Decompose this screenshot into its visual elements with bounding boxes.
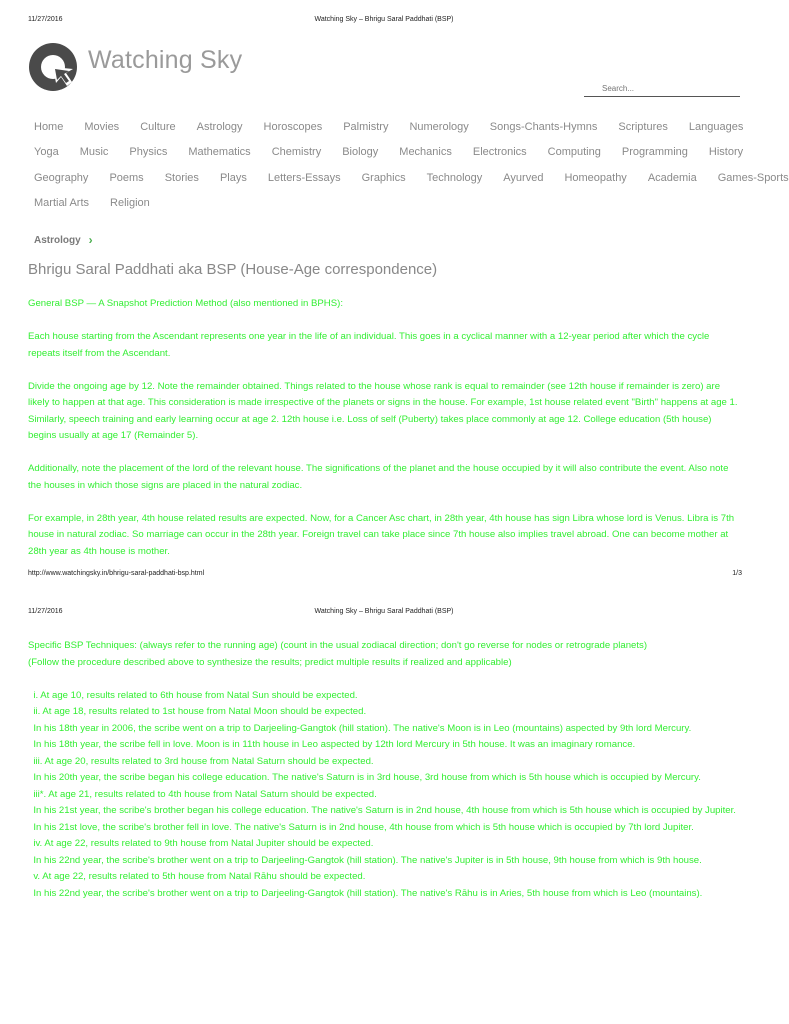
site-title[interactable]: Watching Sky — [88, 46, 243, 74]
nav-item-letters-essays[interactable]: Letters-Essays — [267, 171, 341, 184]
nav-item-physics[interactable]: Physics — [129, 146, 168, 159]
nav-item-technology[interactable]: Technology — [426, 171, 483, 184]
nav-item-chemistry[interactable]: Chemistry — [271, 146, 322, 159]
post-title: Bhrigu Saral Paddhati aka BSP (House-Age correspondence) — [28, 261, 438, 278]
nav-item-mechanics[interactable]: Mechanics — [399, 146, 452, 159]
nav-item-programming[interactable]: Programming — [621, 146, 688, 159]
nav-item-astrology[interactable]: Astrology — [196, 120, 243, 133]
content-paragraph: Additionally, note the placement of the lord of the relevant house. The significations of the planet and the house occupied by it will also contribute the event. Also note the houses in which those signs are placed in the natural zodiac. — [28, 463, 729, 491]
content-paragraph: In his 22nd year, the scribe's brother went on a trip to Darjeeling-Gangtok (hill station). The native's Rāhu is in Aries, 5th house from which is Leo (mountains). — [28, 887, 703, 899]
content-paragraph: Each house starting from the Ascendant represents one year in the life of an individual. This goes in a cyclical manner with a 12-year period after which the cycle repeats itself from the Ascendant. — [28, 331, 710, 359]
paragraph-spacer — [28, 362, 740, 379]
watching-sky-logo-icon[interactable] — [28, 42, 78, 92]
nav-item-electronics[interactable]: Electronics — [472, 146, 527, 159]
content-paragraph: Divide the ongoing age by 12. Note the remainder obtained. Things related to the house whose rank is equal to remainder (see 12th house if remainder is zero) are likely to happen at that age. This consideration is made irrespective of the planets or signs in the house. For example, 1st house related event "Birth" happens at age 1. Similarly, speech training and early learning occur at age 2. 12th house i.e. Loss of self (Puberty) takes place commonly at age 12. College education (5th house) begins usually at age 17 (Remainder 5). — [28, 380, 738, 441]
nav-row — [34, 191, 740, 217]
print-header-page-2 — [0, 608, 768, 622]
print-date: 11/27/2016 — [28, 608, 63, 615]
nav-item-religion[interactable]: Religion — [110, 197, 150, 210]
nav-item-plays[interactable]: Plays — [219, 171, 247, 184]
nav-item-stories[interactable]: Stories — [164, 171, 199, 184]
content-paragraph: (Follow the procedure described above to synthesize the results; predict multiple results if realized and applicable) — [28, 656, 512, 668]
print-page-number: 1/3 — [732, 570, 742, 577]
content-paragraph: In his 20th year, the scribe began his college education. The native's Saturn is in 3rd house, 3rd house from which is 5th house which is occupied by Mercury. — [28, 772, 701, 783]
content-paragraph: Specific BSP Techniques: (always refer to the running age) (count in the usual zodiacal direction; don't go reverse for nodes or retrograde planets) — [28, 640, 648, 651]
nav-item-music[interactable]: Music — [79, 146, 109, 159]
nav-item-poems[interactable]: Poems — [109, 171, 144, 184]
content-paragraph: In his 21st love, the scribe's brother fell in love. The native's Saturn is in 2nd house, 4th house from which is 5th house which is occupied by 7th lord Jupiter. — [28, 821, 694, 833]
print-title: Watching Sky – Bhrigu Saral Paddhati (BSP) — [314, 16, 454, 23]
nav-item-movies[interactable]: Movies — [84, 120, 120, 133]
content-paragraph: iii*. At age 21, results related to 4th house from Natal Saturn should be expected. — [28, 788, 377, 800]
content-paragraph: In his 21st year, the scribe's brother began his college education. The native's Saturn is in 2nd house, 4th house from which is 5th house which is occupied by Jupiter. — [28, 805, 736, 816]
print-date: 11/27/2016 — [28, 16, 63, 23]
content-paragraph: i. At age 10, results related to 6th house from Natal Sun should be expected. — [28, 689, 358, 701]
nav-item-games-sports[interactable]: Games-Sports — [717, 171, 789, 184]
site-header — [28, 40, 740, 96]
chevron-right-icon: › — [88, 233, 93, 247]
nav-item-songs-chants-hymns[interactable]: Songs-Chants-Hymns — [489, 120, 598, 133]
nav-item-computing[interactable]: Computing — [547, 146, 601, 159]
main-nav — [34, 114, 789, 216]
breadcrumb — [34, 233, 93, 247]
content-paragraph: ii. At age 18, results related to 1st house from Natal Moon should be expected. — [28, 706, 367, 717]
nav-item-palmistry[interactable]: Palmistry — [343, 120, 389, 133]
paragraph-spacer — [28, 671, 740, 688]
nav-item-martial-arts[interactable]: Martial Arts — [34, 197, 90, 210]
nav-row — [34, 140, 744, 166]
paragraph-spacer — [28, 313, 740, 330]
content-paragraph: In his 18th year, the scribe fell in love. Moon is in 11th house in Leo aspected by 12th lord Mercury in 5th house. It was an imaginary romance. — [28, 739, 636, 750]
nav-item-horoscopes[interactable]: Horoscopes — [263, 120, 323, 133]
content-paragraph: iii. At age 20, results related to 3rd house from Natal Saturn should be expected. — [28, 755, 374, 767]
nav-item-graphics[interactable]: Graphics — [361, 171, 406, 184]
nav-row — [34, 114, 744, 140]
nav-item-biology[interactable]: Biology — [342, 146, 379, 159]
nav-item-academia[interactable]: Academia — [647, 171, 697, 184]
paragraph-spacer — [28, 445, 740, 462]
print-url: http://www.watchingsky.in/bhrigu-saral-paddhati-bsp.html — [28, 570, 205, 577]
nav-item-geography[interactable]: Geography — [34, 171, 89, 184]
content-paragraph: In his 18th year in 2006, the scribe went on a trip to Darjeeling-Gangtok (hill station). The native's Moon is in Leo (mountains) aspected by 9th lord Mercury. — [28, 722, 692, 734]
content-paragraph: In his 22nd year, the scribe's brother went on a trip to Darjeeling-Gangtok (hill station). The native's Jupiter is in 5th house, 9th house from which is 9th house. — [28, 854, 702, 866]
search-input[interactable] — [584, 80, 740, 97]
breadcrumb-category[interactable]: Astrology — [34, 234, 81, 246]
post-content-page-2 — [28, 638, 740, 902]
nav-item-yoga[interactable]: Yoga — [34, 146, 59, 159]
nav-item-ayurved[interactable]: Ayurved — [503, 171, 544, 184]
nav-item-numerology[interactable]: Numerology — [409, 120, 469, 133]
post-content-page-1 — [28, 296, 740, 560]
paragraph-spacer — [28, 494, 740, 511]
nav-item-history[interactable]: History — [708, 146, 744, 159]
nav-item-homeopathy[interactable]: Homeopathy — [564, 171, 627, 184]
content-paragraph: For example, in 28th year, 4th house related results are expected. Now, for a Cancer Asc chart, in 28th year, 4th house has sign Libra whose lord is Venus. Libra is 7th house in natural zodiac. So marriage can occur in the 28th year. Foreign travel can take place since 7th house also implies travel abroad. One can become mother at 28th year as 4th house is mother. — [28, 512, 735, 557]
nav-item-mathematics[interactable]: Mathematics — [188, 146, 251, 159]
nav-row — [34, 165, 789, 191]
print-header — [0, 16, 768, 30]
nav-item-languages[interactable]: Languages — [688, 120, 744, 133]
content-paragraph: v. At age 22, results related to 5th house from Natal Rāhu should be expected. — [28, 871, 366, 882]
nav-item-culture[interactable]: Culture — [140, 120, 176, 133]
content-paragraph: iv. At age 22, results related to 9th house from Natal Jupiter should be expected. — [28, 838, 374, 849]
nav-item-home[interactable]: Home — [34, 120, 64, 133]
print-title: Watching Sky – Bhrigu Saral Paddhati (BSP) — [314, 608, 454, 615]
nav-item-scriptures[interactable]: Scriptures — [618, 120, 668, 133]
content-paragraph: General BSP — A Snapshot Prediction Method (also mentioned in BPHS): — [28, 298, 343, 309]
